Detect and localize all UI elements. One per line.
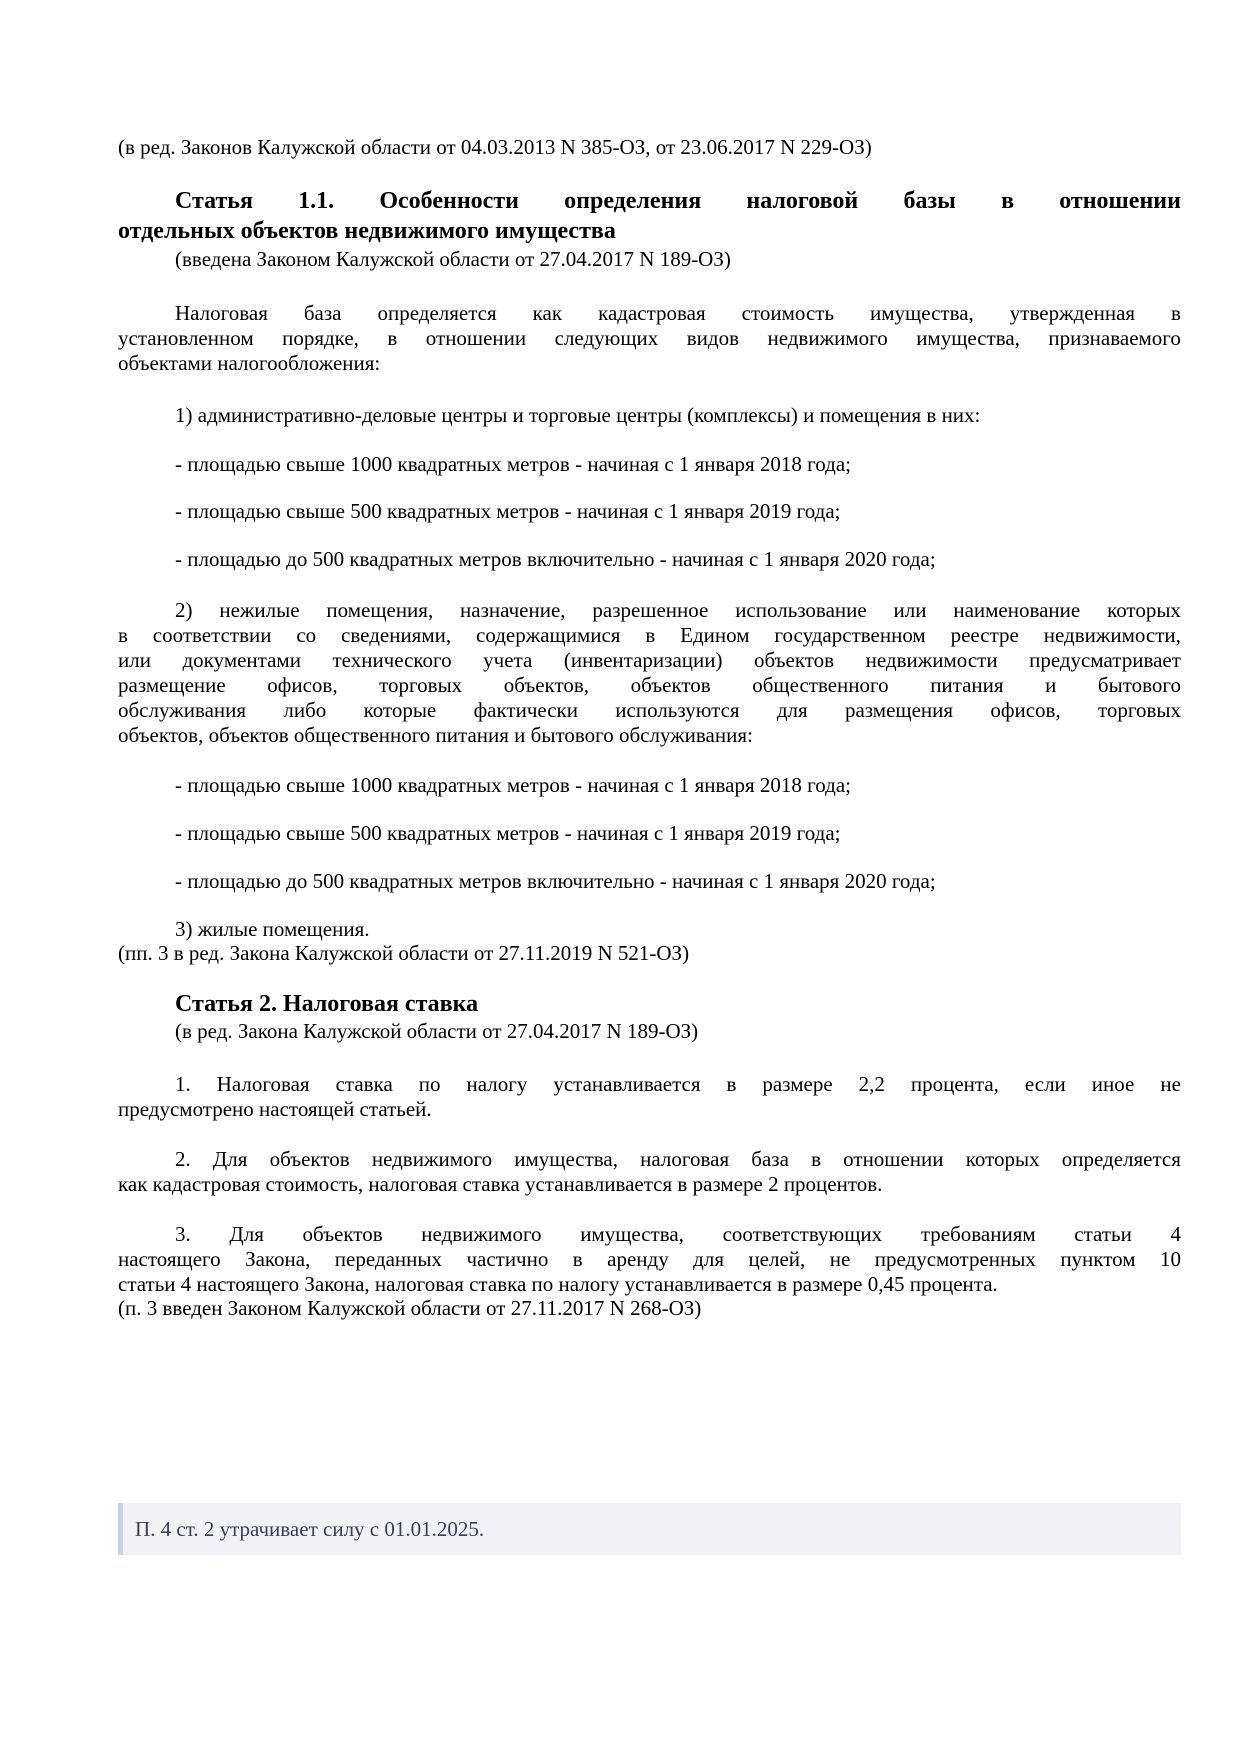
word: в [811, 1147, 821, 1171]
word: объектов [630, 673, 711, 697]
word: в [1171, 301, 1181, 325]
word: офисов, [267, 673, 338, 697]
list-item-2-line: объектов, объектов общественного питания и бытового обслуживания: [118, 723, 753, 747]
word: питания [930, 673, 1004, 697]
word: разрешенное [592, 598, 709, 622]
word: содержащимися [476, 623, 621, 647]
word: требованиям [920, 1222, 1036, 1246]
list-subitem: - площадью до 500 квадратных метров включительно - начиная с 1 января 2020 года; [175, 547, 936, 571]
word: в [118, 623, 128, 647]
article-2-p3-line: статьи 4 настоящего Закона, налоговая ставка по налогу устанавливается в размере 0,45 процента. [118, 1272, 998, 1296]
word: база [303, 301, 342, 325]
word: или [118, 648, 151, 672]
word: видов [686, 326, 739, 350]
paragraph-line: объектами налогообложения: [118, 351, 381, 375]
word: (инвентаризации) [563, 648, 723, 672]
word: определяется [377, 301, 497, 325]
word: недвижимого [421, 1222, 542, 1246]
word: налоговой [746, 188, 859, 214]
word: отношении [1059, 188, 1181, 214]
list-subitem: - площадью свыше 1000 квадратных метров - начиная с 1 января 2018 года; [175, 773, 851, 797]
word: настоящего [118, 1247, 221, 1271]
word: 1. [175, 1072, 191, 1096]
paragraph-line [175, 300, 1181, 326]
word: Налоговая [175, 301, 268, 325]
word: 1.1. [298, 188, 335, 214]
word: иное [1091, 1072, 1135, 1096]
list-item-2-line [175, 597, 1181, 623]
word: или [893, 598, 927, 622]
word: для [693, 1247, 724, 1271]
word: нежилые [219, 598, 300, 622]
word: 4 [1170, 1222, 1181, 1246]
word: предусмотренных [874, 1247, 1036, 1271]
word: офисов, [990, 698, 1061, 722]
list-subitem: - площадью свыше 500 квадратных метров - начиная с 1 января 2019 года; [175, 821, 841, 845]
word: государственном [774, 623, 926, 647]
word: имущества, [580, 1222, 684, 1246]
word: имущества, [514, 1147, 618, 1171]
article-2-p2-line: как кадастровая стоимость, налоговая ставка устанавливается в размере 2 процентов. [118, 1172, 883, 1196]
word: 2,2 [858, 1072, 885, 1096]
word: со [296, 623, 317, 647]
word: недвижимого [767, 326, 888, 350]
word: переданных [334, 1247, 442, 1271]
expiration-notice [118, 1503, 1181, 1555]
word: объектов [269, 1147, 350, 1171]
word: имущества, [870, 301, 974, 325]
word: размещение [118, 673, 226, 697]
word: помещения, [326, 598, 434, 622]
word: 2. [175, 1147, 191, 1171]
word: объектов [754, 648, 835, 672]
word: 2) [175, 598, 193, 622]
word: Статья [175, 188, 253, 214]
word: предусматривает [1029, 648, 1181, 672]
word: утвержденная [1009, 301, 1136, 325]
word: по [418, 1072, 441, 1096]
word: аренду [607, 1247, 669, 1271]
word: объектов, [503, 673, 590, 697]
list-item-2-line [118, 622, 1181, 648]
word: Закона, [245, 1247, 311, 1271]
article-2-p3-line [118, 1246, 1181, 1272]
word: как [532, 301, 563, 325]
list-subitem: - площадью свыше 500 квадратных метров - начиная с 1 января 2019 года; [175, 499, 841, 523]
word: которых [1107, 598, 1181, 622]
word: либо [283, 698, 327, 722]
article-1-1-title-line2: отдельных объектов недвижимого имущества [118, 218, 616, 244]
list-item-2-line [118, 697, 1181, 723]
word: объектов [302, 1222, 383, 1246]
word: определяется [1061, 1147, 1181, 1171]
word: следующих [554, 326, 659, 350]
word: налогу [466, 1072, 528, 1096]
word: имущества, [916, 326, 1020, 350]
word: 3. [175, 1222, 191, 1246]
word: в [572, 1247, 583, 1271]
list-item-3: 3) жилые помещения. [175, 917, 370, 941]
word: установленном [118, 326, 254, 350]
article-2-title: Статья 2. Налоговая ставка [175, 991, 479, 1017]
word: устанавливается [553, 1072, 701, 1096]
word: Для [229, 1222, 264, 1246]
word: размере [762, 1072, 833, 1096]
word: налоговая [640, 1147, 730, 1171]
article-1-1-intro-note: (введена Законом Калужской области от 27.04.2017 N 189-ОЗ) [175, 247, 731, 271]
word: целей, [748, 1247, 806, 1271]
word: не [829, 1247, 851, 1271]
word: использование [735, 598, 867, 622]
item-3-note: (пп. 3 в ред. Закона Калужской области от 27.11.2019 N 521-ОЗ) [118, 941, 690, 965]
word: Для [212, 1147, 248, 1171]
word: порядке, [282, 326, 359, 350]
list-subitem: - площадью до 500 квадратных метров включительно - начиная с 1 января 2020 года; [175, 869, 936, 893]
word: и [1045, 673, 1057, 697]
list-subitem: - площадью свыше 1000 квадратных метров - начиная с 1 января 2018 года; [175, 452, 851, 476]
word: для [776, 698, 808, 722]
word: назначение, [460, 598, 566, 622]
word: в [645, 623, 656, 647]
word: документами [182, 648, 301, 672]
word: база [751, 1147, 789, 1171]
word: которые [363, 698, 437, 722]
word: Налоговая [216, 1072, 310, 1096]
word: в [1001, 188, 1015, 214]
word: Особенности [379, 188, 519, 214]
word: размещения [844, 698, 954, 722]
word: торговых [1097, 698, 1181, 722]
word: процента, [910, 1072, 999, 1096]
word: недвижимости [865, 648, 998, 672]
article-2-note: (в ред. Закона Калужской области от 27.04.2017 N 189-ОЗ) [175, 1019, 699, 1043]
list-item-2-line [118, 647, 1181, 673]
word: частично [466, 1247, 549, 1271]
word: недвижимости, [1043, 623, 1181, 647]
article-1-1-title-line1 [175, 188, 1181, 214]
word: отношении [425, 326, 527, 350]
word: недвижимого [371, 1147, 493, 1171]
word: стоимость [741, 301, 835, 325]
word: в [387, 326, 398, 350]
word: в [726, 1072, 737, 1096]
word: ставка [335, 1072, 393, 1096]
amendment-note: (в ред. Законов Калужской области от 04.03.2013 N 385-ОЗ, от 23.06.2017 N 229-ОЗ) [118, 135, 872, 159]
word: соответствии [152, 623, 272, 647]
word: отношении [843, 1147, 944, 1171]
word: если [1024, 1072, 1066, 1096]
word: сведениями, [341, 623, 452, 647]
word: используются [615, 698, 740, 722]
word: общественного [752, 673, 889, 697]
word: соответствующих [722, 1222, 883, 1246]
word: наименование [953, 598, 1081, 622]
word: фактически [473, 698, 578, 722]
word: бытового [1097, 673, 1181, 697]
word: пунктом [1060, 1247, 1136, 1271]
word: базы [903, 188, 956, 214]
word: Едином [680, 623, 750, 647]
word: которых [965, 1147, 1040, 1171]
article-2-p2-line [175, 1146, 1181, 1172]
word: определения [564, 188, 702, 214]
word: признаваемого [1048, 326, 1181, 350]
list-item-2-line [118, 672, 1181, 698]
article-2-p3-note: (п. 3 введен Законом Калужской области от 27.11.2017 N 268-ОЗ) [118, 1296, 702, 1320]
word: обслуживания [118, 698, 247, 722]
list-item-1: 1) административно-деловые центры и торговые центры (комплексы) и помещения в них: [175, 403, 981, 427]
article-2-p3-line [175, 1221, 1181, 1247]
word: 10 [1159, 1247, 1181, 1271]
word: торговых [379, 673, 463, 697]
article-2-p1-line: предусмотрено настоящей статьей. [118, 1097, 432, 1121]
word: не [1160, 1072, 1181, 1096]
paragraph-line [118, 325, 1181, 351]
notice-text: П. 4 ст. 2 утрачивает силу с 01.01.2025. [135, 1517, 485, 1541]
word: технического [332, 648, 452, 672]
word: реестре [950, 623, 1019, 647]
word: статьи [1074, 1222, 1132, 1246]
article-2-p1-line [175, 1071, 1181, 1097]
word: кадастровая [598, 301, 706, 325]
word: учета [483, 648, 533, 672]
